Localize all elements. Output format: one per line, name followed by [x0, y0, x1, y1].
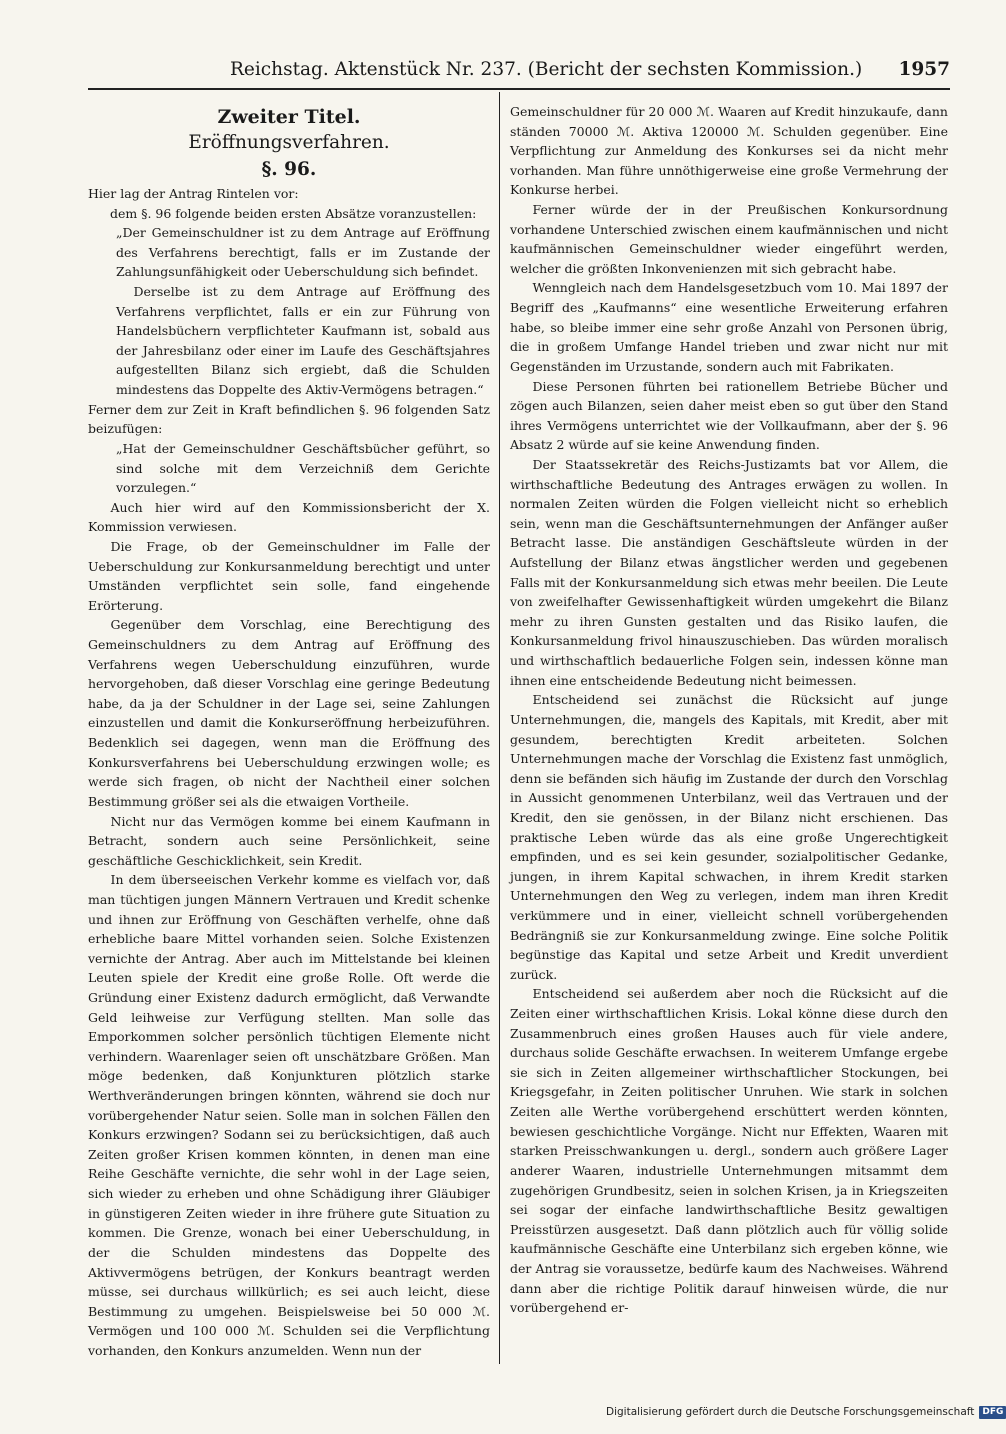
paragraph: Entscheidend sei außerdem aber noch die Rücksicht auf die Zeiten einer wirthschaftlichen Krisis. Lokal könne diese durch den Zusammenbruch eines großen Hauses auch für viele andere, durchaus solide Geschäfte erwachsen. In weiterem Umfange ergebe sie sich in Zeiten allgemeiner wirthschaftlicher Stockungen, bei Kriegsgefahr, in Zeiten politischer Unruhen. Wie stark in solchen Zeiten alle Werthe vorübergehend erschüttert werden könnten, bewiesen geschichtliche Vorgänge. Nicht nur Effekten, Waaren mit starken Preisschwankungen u. dergl., sondern auch größere Lager anderer Waaren, industrielle Unternehmungen mitsammt dem zugehörigen Grundbesitz, seien in solchen Krisen, ja in Kriegszeiten sei sogar der einfache landwirthschaftliche Besitz gewaltigen Preisstürzen ausgesetzt. Daß dann plötzlich auch für völlig solide kaufmännische Geschäfte eine Unterbilanz sich ergeben könne, wie der Antrag sie voraussetze, bedürfe kaum des Nachweises. Während dann aber die richtige Politik darauf hinweisen würde, die nur vorübergehend er- [510, 986, 948, 1316]
paragraph: Diese Personen führten bei rationellem Betriebe Bücher und zögen auch Bilanzen, seien daher meist eben so gut über den Stand ihres Vermögens unterrichtet wie der Vollkaufmann, aber der §. 96 Absatz 2 würde auf sie keine Anwendung finden. [510, 378, 948, 453]
paragraph: In dem überseeischen Verkehr komme es vielfach vor, daß man tüchtigen jungen Männern Vertrauen und Kredit schenke und ihnen zur Eröffnung von Geschäften verhelfe, ohne daß erhebliche baare Mittel vorhanden seien. Solche Existenzen vernichte der Antrag. Aber auch im Mittelstande bei kleinen Leuten spiele der Kredit eine große Rolle. Oft werde die Gründung einer Existenz dadurch ermöglicht, daß Verwandte Geld leihweise zur Verfügung stellten. Man solle das Emporkommen solcher persönlich tüchtigen Elemente nicht verhindern. Waarenlager seien oft unschätzbare Größen. Man möge bedenken, daß Konjunkturen plötzlich starke Werthveränderungen bringen könnten, während sie doch nur vorübergehender Natur seien. Solle man in solchen Fällen den Konkurs erzwingen? Sodann sei zu berücksichtigen, daß auch Zeiten großer Krisen kommen könnten, in denen man eine Reihe Geschäfte vernichte, die sehr wohl in der Lage seien, sich wieder zu erheben und ohne Schädigung ihrer Gläubiger in günstigeren Zeiten wieder in ihre frühere gute Situation zu kommen. Die Grenze, wonach bei einer Ueberschuldung, in der die Schulden mindestens das Doppelte des Aktivvermögens betrügen, der Konkurs beantragt werden müsse, sei durchaus willkürlich; es sei auch leicht, diese Bestimmung zu umgehen. Beispielsweise bei 50 000 ℳ. Vermögen und 100 000 ℳ. Schulden sei die Verpflichtung vorhanden, den Konkurs anzumelden. Wenn nun der [88, 872, 490, 1358]
header-rule [88, 88, 950, 90]
quoted-paragraph: Derselbe ist zu dem Antrage auf Eröffnung des Verfahrens verpflichtet, falls er ein zur Führung von Handelsbüchern verpflichteter Kaufmann ist, sobald aus der Jahresbilanz oder einer im Laufe des Geschäftsjahres aufgestellten Bilanz sich ergiebt, daß die Schulden mindestens das Doppelte des Aktiv-Vermögens betragen.“ [116, 284, 490, 398]
paragraph: Die Frage, ob der Gemeinschuldner im Falle der Ueberschuldung zur Konkursanmeldung berechtigt und unter Umständen verpflichtet sein solle, fand eingehende Erörterung. [88, 538, 490, 613]
paragraph: Gemeinschuldner für 20 000 ℳ. Waaren auf Kredit hinzukaufe, dann ständen 70000 ℳ. Aktiva 120000 ℳ. Schulden gegenüber. Eine Verpflichtung zur Anmeldung des Konkurses sei da nicht mehr vorhanden. Man führe unnöthigerweise eine große Vermehrung der Konkurse herbei. [510, 104, 948, 198]
page-number: 1957 [898, 59, 950, 80]
paragraph: Ferner dem zur Zeit in Kraft befindlichen §. 96 folgenden Satz beizufügen: [88, 401, 490, 437]
quoted-paragraph: „Der Gemeinschuldner ist zu dem Antrage auf Eröffnung des Verfahrens berechtigt, falls er im Zustande der Zahlungsunfähigkeit oder Ueberschuldung sich befindet. [116, 225, 490, 280]
column-divider [499, 92, 500, 1364]
right-column [510, 102, 948, 1372]
paragraph: Ferner würde der in der Preußischen Konkursordnung vorhandene Unterschied zwischen einem kaufmännischen und nicht kaufmännischen Gemeinschuldner wieder eingeführt werden, welcher die größten Inkonvenienzen mit sich gebracht habe. [510, 202, 948, 276]
paragraph: Gegenüber dem Vorschlag, eine Berechtigung des Gemeinschuldners zu dem Antrag auf Eröffnung des Verfahrens wegen Ueberschuldung einzuführen, wurde hervorgehoben, daß dieser Vorschlag eine geringe Bedeutung habe, da ja der Schuldner in der Lage sei, seine Zahlungen einzustellen und damit die Konkurseröffnung herbeizuführen. Bedenklich sei dagegen, wenn man die Eröffnung des Konkursverfahrens bei Ueberschuldung erzwingen wolle; es werde sich fragen, ob nicht der Nachtheil einer solchen Bestimmung größer sei als die etwaigen Vortheile. [88, 617, 490, 809]
paragraph: dem §. 96 folgende beiden ersten Absätze voranzustellen: [110, 205, 477, 221]
credit-text: Digitalisierung gefördert durch die Deutsche Forschungsgemeinschaft [606, 1406, 975, 1418]
running-head: Reichstag. Aktenstück Nr. 237. (Bericht der sechsten Kommission.) [230, 59, 863, 80]
paragraph: Auch hier wird auf den Kommissionsbericht der X. Kommission verwiesen. [88, 499, 490, 535]
paragraph: Hier lag der Antrag Rintelen vor: [88, 186, 299, 201]
left-column [88, 102, 490, 1372]
section-subtitle: Eröffnungsverfahren. [188, 132, 390, 153]
paragraph-number: §. 96. [261, 159, 317, 180]
paragraph: Wenngleich nach dem Handelsgesetzbuch vom 10. Mai 1897 der Begriff des „Kaufmanns“ eine wesentliche Erweiterung erfahren habe, so bleibe immer eine sehr große Anzahl von Personen übrig, die in großem Umfange Handel trieben und zwar nicht nur mit Gegenständen im Urzustande, sondern auch mit Fabrikaten. [510, 280, 948, 374]
paragraph: Der Staatssekretär des Reichs-Justizamts bat vor Allem, die wirthschaftliche Bedeutung des Antrages erwägen zu wollen. In normalen Zeiten würden die Folgen vielleicht nicht so erheblich sein, wenn man die Geschäftsunternehmungen der Anfänger außer Betracht lasse. Die anständigen Geschäftsleute würden in der Aufstellung der Bilanz etwas ängstlicher werden und gegebenen Falls mit der Konkursanmeldung sich etwas mehr beeilen. Die Leute von zweifelhafter Gewissenhaftigkeit würden umgekehrt die Bilanz mehr zu ihren Gunsten gestalten und das Risiko laufen, die Konkursanmeldung frivol hinauszuschieben. Das würden moralisch und wirthschaftlich bedauerliche Folgen sein, indessen könne man ihnen eine entscheidende Bedeutung nicht beimessen. [510, 456, 948, 688]
paragraph: Nicht nur das Vermögen komme bei einem Kaufmann in Betracht, sondern auch seine Persönlichkeit, seine geschäftliche Geschicklichkeit, sein Kredit. [88, 813, 490, 868]
digitization-credit [606, 1403, 1004, 1421]
dfg-logo: DFG [979, 1406, 1006, 1419]
quoted-paragraph: „Hat der Gemeinschuldner Geschäftsbücher geführt, so sind solche mit dem Verzeichniß dem Gerichte vorzulegen.“ [116, 440, 490, 496]
running-header [230, 58, 950, 82]
paragraph: Entscheidend sei zunächst die Rücksicht auf junge Unternehmungen, die, mangels des Kapitals, mit Kredit, aber mit gesundem, berechtigten Kredit arbeiteten. Solchen Unternehmungen mache der Vorschlag die Existenz fast unmöglich, denn sie befänden sich häufig im Zustande der durch den Vorschlag in Aussicht genommenen Unterbilanz, weil das Vertrauen und der Kredit, den sie genössen, in der Bilanz nicht erschienen. Das praktische Leben würde das als eine große Ungerechtigkeit empfinden, und es sei kein gesunder, sozialpolitischer Gedanke, jungen, in ihrem Kapital schwachen, in ihrem Kredit starken Unternehmungen den Weg zu verlegen, indem man ihren Kredit verkümmere und in einer, vielleicht schnell vorübergehenden Bedrängniß sie zur Konkursanmeldung zwinge. Eine solche Politik begünstige das Kapital und setze Arbeit und Kredit unverdient zurück. [510, 692, 948, 982]
section-title: Zweiter Titel. [217, 106, 361, 128]
